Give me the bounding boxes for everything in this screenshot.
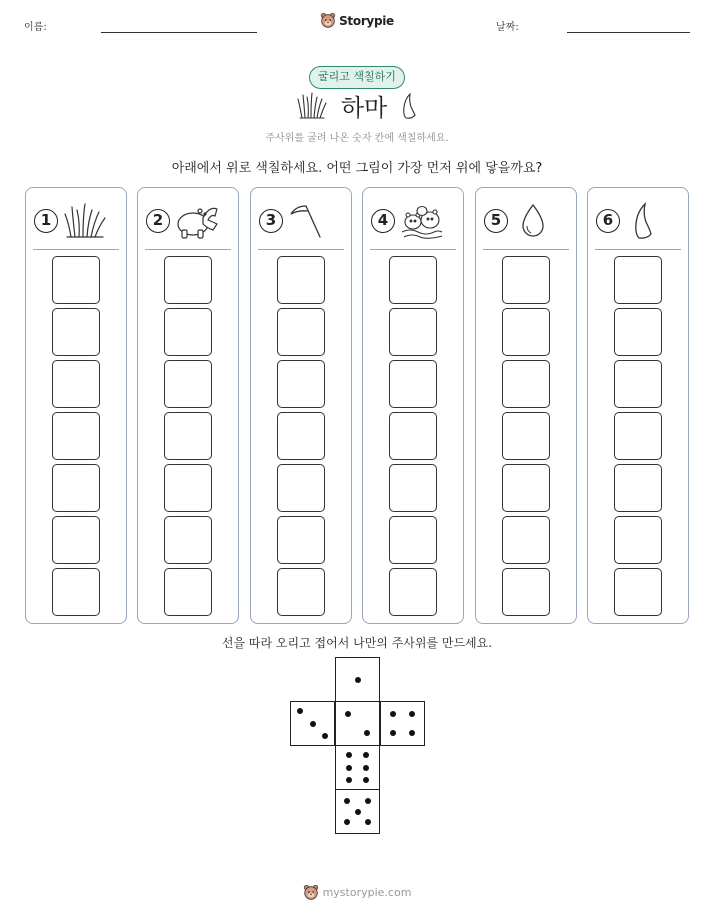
die-pip	[365, 819, 371, 825]
color-cell[interactable]	[164, 256, 212, 304]
column-6	[587, 187, 689, 624]
column-number: 6	[596, 209, 620, 233]
die-pip	[322, 733, 328, 739]
die-pip	[346, 777, 352, 783]
color-cell[interactable]	[614, 464, 662, 512]
column-divider	[33, 249, 119, 250]
die-pip	[310, 721, 316, 727]
scythe-icon	[288, 202, 332, 240]
color-cell[interactable]	[502, 412, 550, 460]
column-header	[146, 202, 232, 240]
die-pip	[344, 819, 350, 825]
column-divider	[595, 249, 681, 250]
die-pip	[346, 752, 352, 758]
die-pip	[355, 809, 361, 815]
color-cell[interactable]	[389, 568, 437, 616]
tooth-icon	[625, 202, 669, 240]
color-cell[interactable]	[614, 516, 662, 564]
hippo-icon	[175, 202, 219, 240]
color-cell[interactable]	[502, 360, 550, 408]
footer-url[interactable]: mystorypie.com	[322, 886, 412, 899]
die-face	[335, 701, 380, 746]
die-face	[380, 701, 425, 746]
die-pip	[355, 677, 361, 683]
die-face	[335, 745, 380, 790]
color-cell[interactable]	[164, 412, 212, 460]
tooth-icon	[401, 93, 417, 119]
color-cell[interactable]	[164, 568, 212, 616]
column-4	[362, 187, 464, 624]
brand-logo	[0, 12, 714, 29]
color-cell[interactable]	[52, 412, 100, 460]
color-cell[interactable]	[277, 516, 325, 564]
water-drop-icon	[513, 202, 557, 240]
color-cell[interactable]	[52, 516, 100, 564]
die-pip	[365, 798, 371, 804]
color-cell[interactable]	[52, 308, 100, 356]
grass-icon	[297, 92, 327, 120]
column-3	[250, 187, 352, 624]
color-cell[interactable]	[389, 256, 437, 304]
column-5	[475, 187, 577, 624]
color-cell[interactable]	[164, 360, 212, 408]
die-pip	[390, 730, 396, 736]
color-cell[interactable]	[52, 360, 100, 408]
column-number: 4	[371, 209, 395, 233]
cut-instruction: 선을 따라 오리고 접어서 나만의 주사위를 만드세요.	[221, 636, 493, 650]
color-cell[interactable]	[389, 308, 437, 356]
brand-name: Storypie	[339, 13, 394, 28]
page-title: 하마	[340, 94, 388, 122]
color-cell[interactable]	[277, 256, 325, 304]
column-header	[596, 202, 682, 240]
column-number: 5	[484, 209, 508, 233]
title-row	[0, 88, 714, 123]
color-cell[interactable]	[164, 308, 212, 356]
name-label: 이름:	[24, 22, 47, 33]
color-cell[interactable]	[502, 464, 550, 512]
column-1	[25, 187, 127, 624]
die-pip	[344, 798, 350, 804]
color-cell[interactable]	[389, 360, 437, 408]
die-pip	[297, 708, 303, 714]
color-cell[interactable]	[502, 516, 550, 564]
name-line[interactable]	[101, 32, 257, 33]
column-divider	[258, 249, 344, 250]
color-cell[interactable]	[277, 360, 325, 408]
bear-mascot-icon	[303, 884, 319, 901]
color-cell[interactable]	[164, 464, 212, 512]
column-divider	[483, 249, 569, 250]
die-pip	[363, 777, 369, 783]
date-line[interactable]	[567, 32, 690, 33]
die-pip	[346, 765, 352, 771]
color-cell[interactable]	[502, 308, 550, 356]
color-cell[interactable]	[164, 516, 212, 564]
die-face	[335, 789, 380, 834]
die-pip	[345, 711, 351, 717]
column-header	[484, 202, 570, 240]
column-header	[259, 202, 345, 240]
die-pip	[390, 711, 396, 717]
column-header	[371, 202, 457, 240]
column-divider	[370, 249, 456, 250]
activity-badge: 굴리고 색칠하기	[309, 66, 405, 89]
color-cell[interactable]	[389, 516, 437, 564]
date-label: 날짜:	[496, 22, 519, 33]
grass-icon	[63, 202, 107, 240]
die-pip	[409, 711, 415, 717]
instruction: 아래에서 위로 색칠하세요. 어떤 그림이 가장 먼저 위에 닿을까요?	[171, 161, 543, 176]
column-number: 1	[34, 209, 58, 233]
color-cell[interactable]	[389, 464, 437, 512]
color-cell[interactable]	[614, 568, 662, 616]
die-pip	[364, 730, 370, 736]
column-2	[137, 187, 239, 624]
color-cell[interactable]	[52, 256, 100, 304]
color-cell[interactable]	[502, 256, 550, 304]
color-cell[interactable]	[52, 568, 100, 616]
footer	[0, 884, 714, 901]
die-pip	[363, 765, 369, 771]
column-number: 3	[259, 209, 283, 233]
color-cell[interactable]	[277, 308, 325, 356]
die-face	[290, 701, 335, 746]
color-cell[interactable]	[614, 360, 662, 408]
subtitle: 주사위를 굴려 나온 숫자 칸에 색칠하세요.	[265, 133, 449, 144]
color-cell[interactable]	[389, 412, 437, 460]
column-number: 2	[146, 209, 170, 233]
color-cell[interactable]	[52, 464, 100, 512]
color-cell[interactable]	[277, 568, 325, 616]
color-cell[interactable]	[614, 308, 662, 356]
color-cell[interactable]	[614, 412, 662, 460]
bear-mascot-icon	[320, 12, 336, 29]
die-face	[335, 657, 380, 702]
color-cell[interactable]	[277, 412, 325, 460]
column-header	[34, 202, 120, 240]
column-divider	[145, 249, 231, 250]
die-pip	[409, 730, 415, 736]
color-cell[interactable]	[502, 568, 550, 616]
hippo-family-icon	[400, 202, 444, 240]
color-cell[interactable]	[614, 256, 662, 304]
color-cell[interactable]	[277, 464, 325, 512]
die-pip	[363, 752, 369, 758]
